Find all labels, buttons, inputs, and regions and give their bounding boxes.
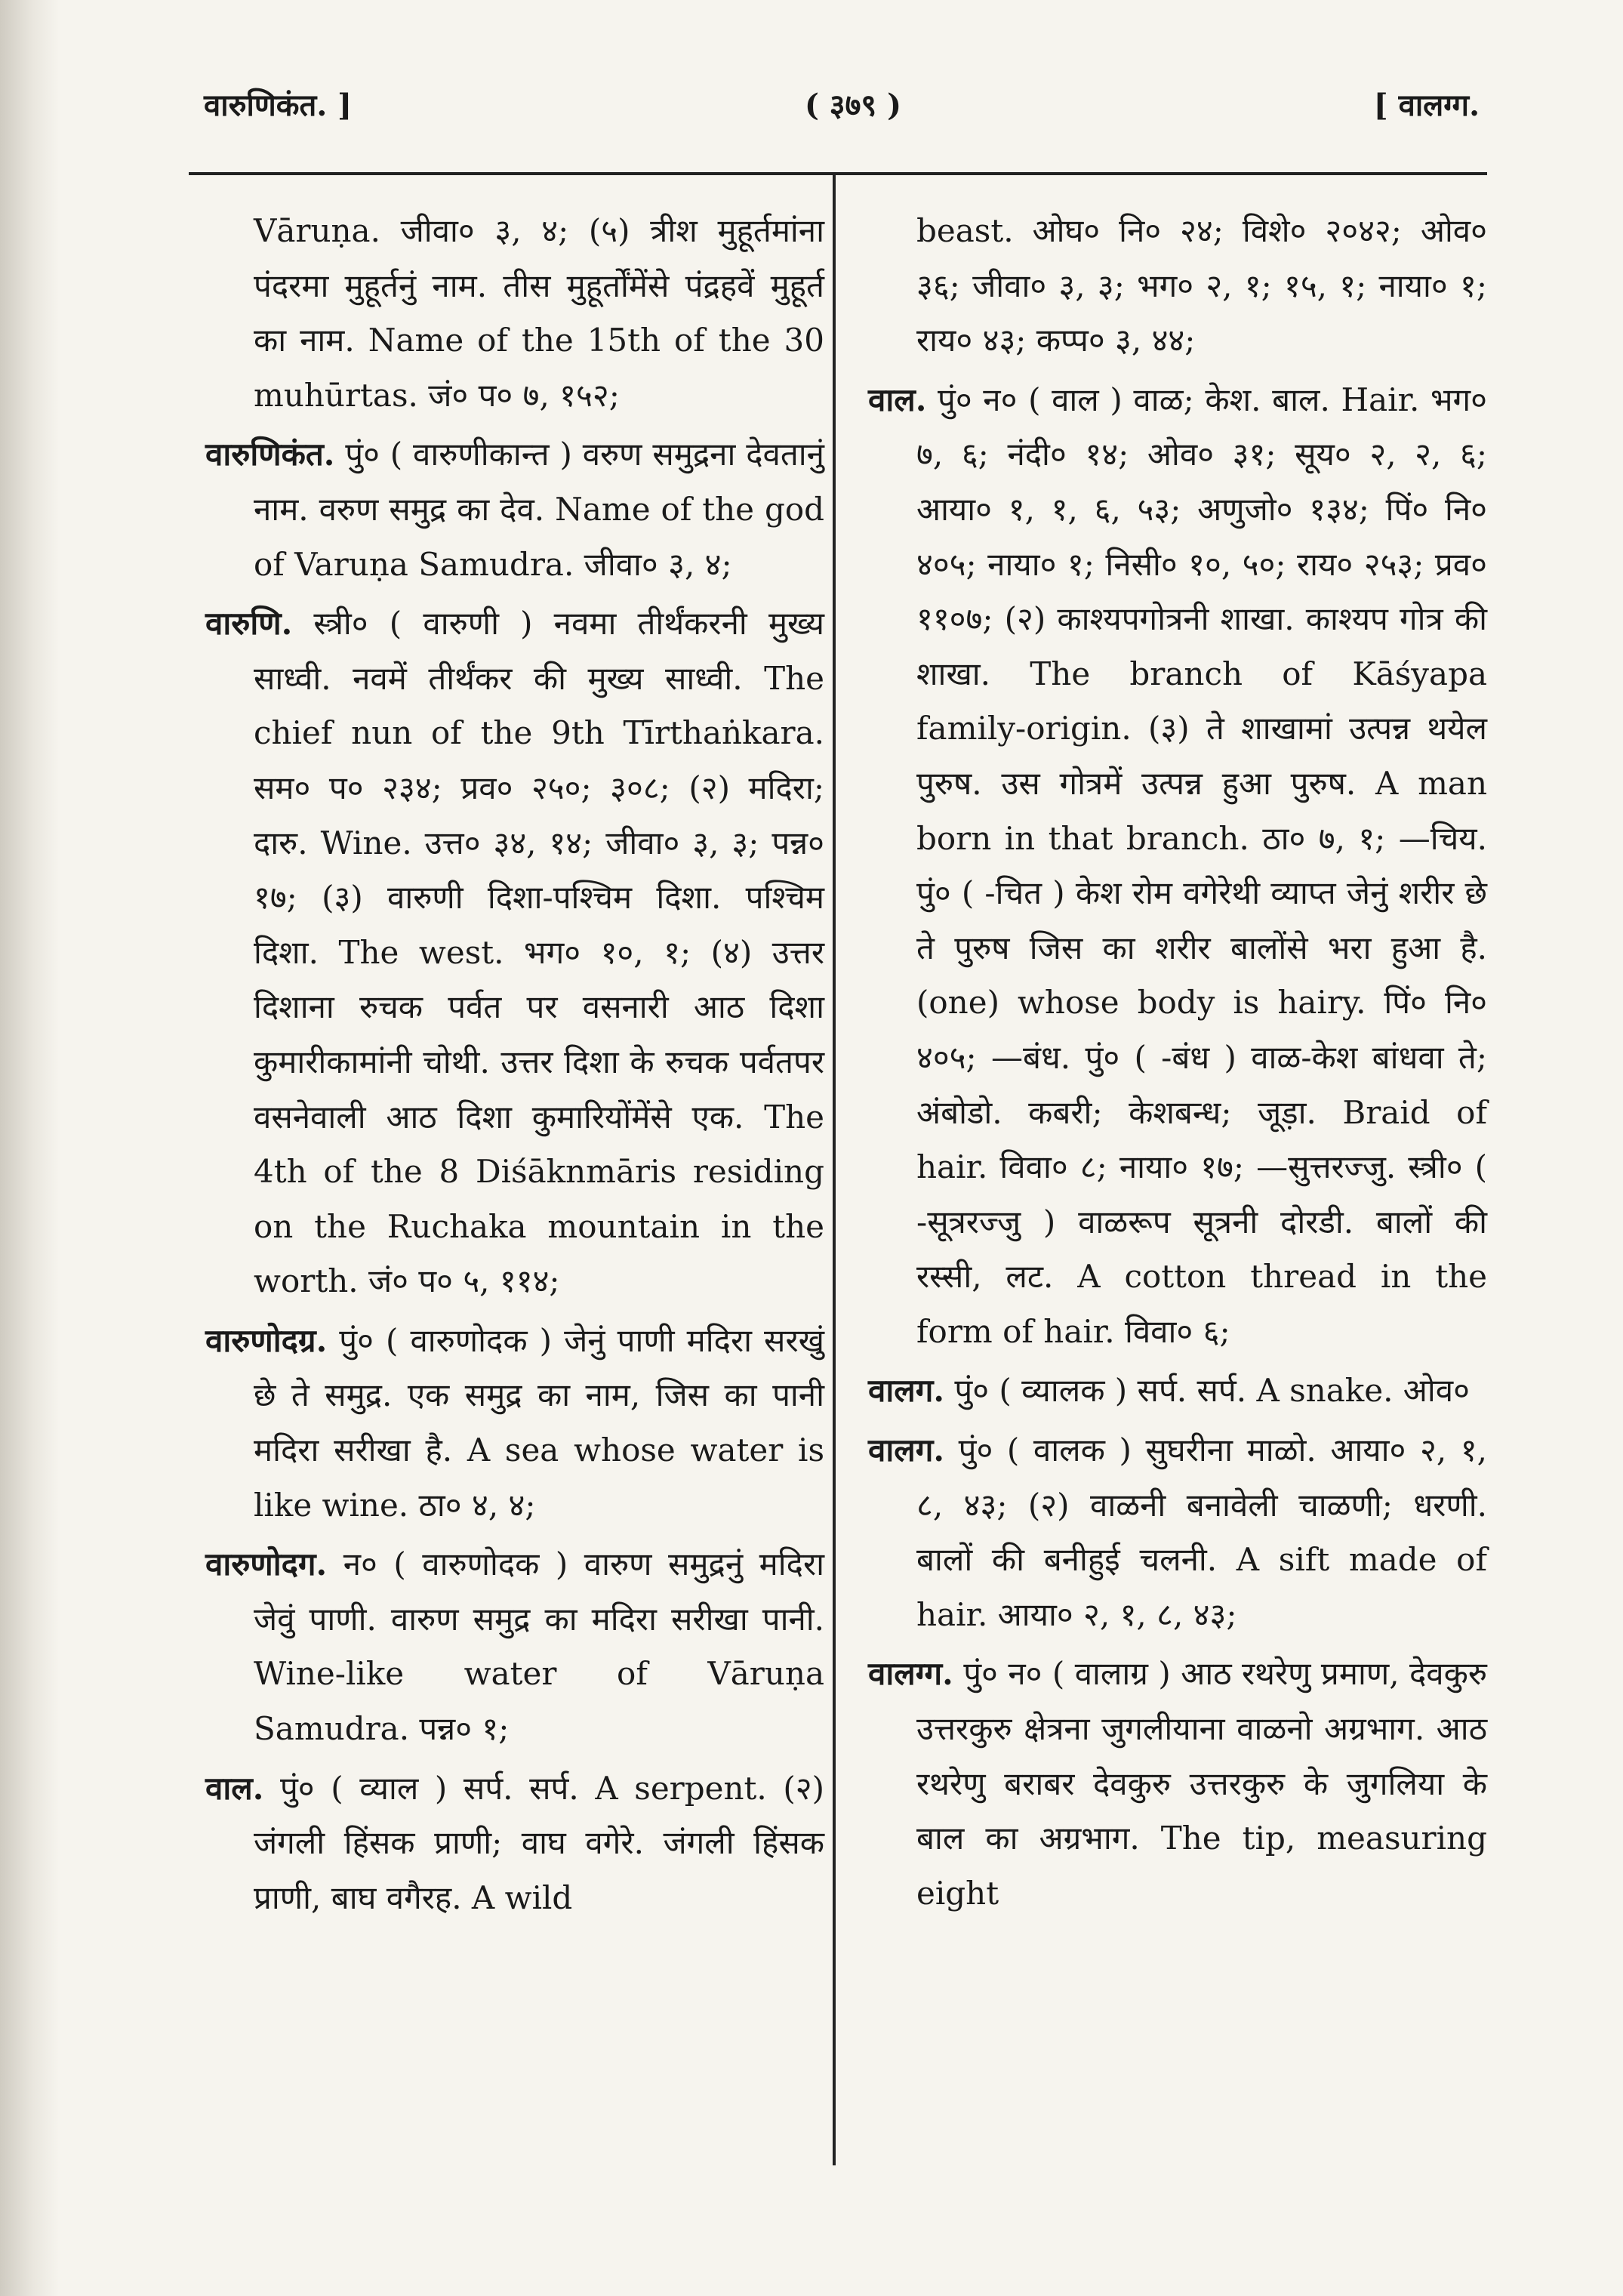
header-left-guideword: वारुणिकंत. ]: [204, 88, 353, 123]
entry-headword: वारुणोदग्र.: [205, 1321, 328, 1359]
header-right-guideword: [ वालग्ग.: [1373, 88, 1480, 123]
left-column: [205, 204, 824, 1930]
scan-edge: [0, 0, 59, 2296]
entry-headword: वारुणोदग.: [205, 1546, 328, 1583]
entry-text: पुं० न० ( वाल ) वाळ; केश. बाल. Hair. भग० ७, ६; नंदी० १४; ओव० ३१; सूय० २, २, ६; आया० १, १, ६, ५३; अणुजो० १३४; पिं० नि० ४०५; नाया० १; निसी० १०, ५०; राय० २५३; प्रव० ११०७; (२) काश्यपगोत्रनी शाखा. काश्यप गोत्र की शाखा. The branch of Kāśyapa family-origin. (३) ते शाखामां उत्पन्न थयेल पुरुष. उस गोत्रमें उत्पन्न हुआ पुरुष. A man born in that branch. ठा० ७, १; —चिय. पुं० ( -चित ) केश रोम वगेरेथी व्याप्त जेनुं शरीर छे ते पुरुष जिस का शरीर बालोंसे भरा हुआ है. (one) whose body is hairy. पिं० नि० ४०५; —बंध. पुं० ( -बंध ) वाळ-केश बांधवा ते; अंबोडो. कबरी; केशबन्ध; जूड़ा. Braid of hair. विवा० ८; नाया० १७; —सुत्तरज्जु. स्त्री० ( -सूत्ररज्जु ) वाळरूप सूत्रनी दोरडी. बालों की रस्सी, लट. A cotton thread in the form of hair. विवा० ६;: [916, 381, 1487, 1350]
dictionary-entry: [868, 1423, 1487, 1642]
dictionary-entry: [868, 204, 1487, 368]
entry-text: पुं० ( वारुणोदक ) जेनुं पाणी मदिरा सरखुं छे ते समुद्र. एक समुद्र का नाम, जिस का पानी मदिरा सरीखा है. A sea whose water is like wine. ठा० ४, ४;: [254, 1321, 824, 1524]
dictionary-entry: [868, 373, 1487, 1360]
entry-text: न० ( वारुणोदक ) वारुण समुद्रनुं मदिरा जेवुं पाणी. वारुण समुद्र का मदिरा सरीखा पानी. Wine-like water of Vāruṇa Samudra. पन्न० १;: [254, 1546, 824, 1748]
entry-text: पुं० ( व्यालक ) सर्प. सर्प. A snake. ओव०: [954, 1372, 1470, 1410]
entry-headword: वाल.: [205, 1769, 264, 1807]
entry-headword: वालग्ग.: [868, 1655, 953, 1693]
dictionary-entry: [205, 1537, 824, 1756]
right-column: [868, 204, 1487, 1925]
dictionary-entry: [205, 204, 824, 423]
entry-text: beast. ओघ० नि० २४; विशे० २०४२; ओव० ३६; जीवा० ३, ३; भग० २, १; १५, १; नाया० १; राय० ४३; कप्प० ३, ४४;: [916, 212, 1487, 359]
entry-text: पुं० ( वालक ) सुघरीना माळो. आया० २, १, ८, ४३; (२) वाळनी बनावेली चाळणी; धरणी. बालों की बनीहुई चलनी. A sift made of hair. आया० २, १, ८, ४३;: [916, 1432, 1487, 1633]
entry-headword: वारुणिकंत.: [205, 436, 335, 473]
entry-text: स्त्री० ( वारुणी ) नवमा तीर्थंकरनी मुख्य साध्वी. नवमें तीर्थंकर की मुख्य साध्वी. The chief nun of the 9th Tīrthaṅkara. सम० प० २३४; प्रव० २५०; ३०८; (२) मदिरा; दारु. Wine. उत्त० ३४, १४; जीवा० ३, ३; पन्न० १७; (३) वारुणी दिशा-पश्चिम दिशा. पश्चिम दिशा. The west. भग० १०, १; (४) उत्तर दिशाना रुचक पर्वत पर वसनारी आठ दिशा कुमारीकामांनी चोथी. उत्तर दिशा के रुचक पर्वतपर वसनेवाली आठ दिशा कुमारियोंमेंसे एक. The 4th of the 8 Diśāknmāris residing on the Ruchaka mountain in the worth. जं० प० ५, ११४;: [254, 605, 824, 1300]
dictionary-entry: [868, 1647, 1487, 1921]
entry-text: Vāruṇa. जीवा० ३, ४; (५) त्रीश मुहूर्तमांना पंदरमा मुहूर्तनुं नाम. तीस मुहूर्तोंमेंसे पंद्रहवें मुहूर्त का नाम. Name of the 15th of the 30 muhūrtas. जं० प० ७, १५२;: [254, 212, 824, 414]
entry-headword: वाल.: [868, 381, 927, 418]
entry-text: पुं० न० ( वालाग्र ) आठ रथरेणु प्रमाण, देवकुरु उत्तरकुरु क्षेत्रना जुगलीयाना वाळनो अग्रभाग. आठ रथरेणु बराबर देवकुरु उत्तरकुरु के जुगलिया के बाल का अग्रभाग. The tip, measuring eight: [916, 1655, 1487, 1912]
entry-text: पुं० ( वारुणीकान्त ) वरुण समुद्रना देवतानुं नाम. वरुण समुद्र का देव. Name of the god of Varuṇa Samudra. जीवा० ३, ४;: [254, 436, 824, 583]
page-header: [204, 76, 1480, 136]
dictionary-entry: [205, 427, 824, 592]
entry-headword: वारुणि.: [205, 605, 293, 643]
page-number: ( ३७९ ): [804, 88, 902, 123]
entry-headword: वालग.: [868, 1432, 944, 1469]
dictionary-entry: [205, 1314, 824, 1533]
entry-text: पुं० ( व्याल ) सर्प. सर्प. A serpent. (२) जंगली हिंसक प्राणी; वाघ वगेरे. जंगली हिंसक प्राणी, बाघ वगैरह. A wild: [254, 1769, 824, 1916]
dictionary-entry: [205, 596, 824, 1309]
dictionary-entry: [868, 1364, 1487, 1419]
column-divider: [833, 172, 836, 2165]
dictionary-entry: [205, 1761, 824, 1926]
entry-headword: वालग.: [868, 1372, 944, 1410]
header-rule: [189, 172, 1487, 175]
